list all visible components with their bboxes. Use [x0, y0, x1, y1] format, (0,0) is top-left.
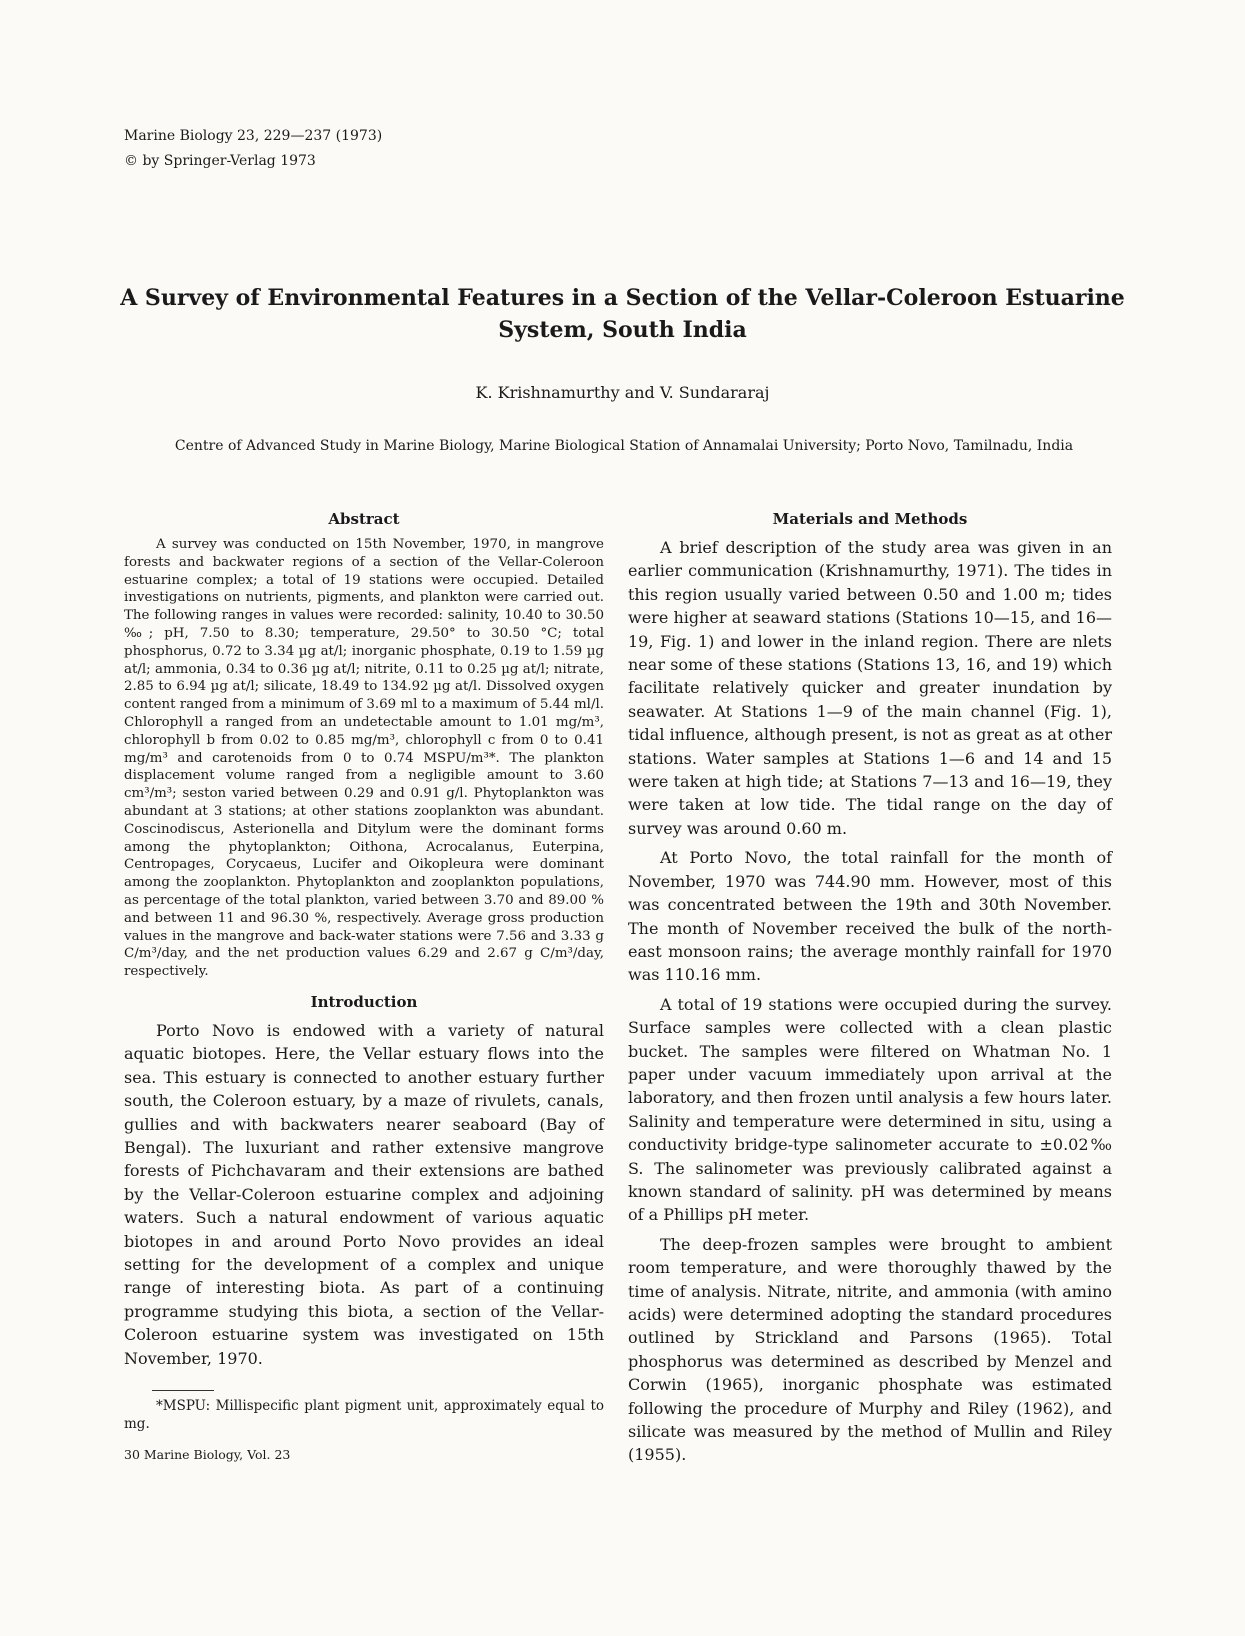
journal-header	[124, 124, 382, 174]
author-list: K. Krishnamurthy and V. Sundararaj	[475, 383, 770, 402]
methods-paragraph: At Porto Novo, the total rainfall for the month of November, 1970 was 744.90 mm. However, most of this was concentrated between the 19th and 30th November. The month of November received the bulk of the north-east monsoon rains; the average monthly rainfall for 1970 was 110.16 mm.	[628, 848, 1112, 985]
footnote-divider	[152, 1390, 214, 1391]
abstract-heading: Abstract	[328, 510, 400, 528]
page-footer: 30 Marine Biology, Vol. 23	[124, 1447, 291, 1463]
introduction-text: Porto Novo is endowed with a variety of natural aquatic biotopes. Here, the Vellar estuary flows into the sea. This estuary is connected to another estuary further south, the Coleroon estuary, by a maze of rivulets, canals, gullies and with backwaters nearer seaboard (Bay of Bengal). The luxuriant and rather extensive mangrove forests of Pichchavaram and their extensions are bathed by the Vellar-Coleroon estuarine complex and adjoining waters. Such a natural endowment of various aquatic biotopes in and around Porto Novo provides an ideal setting for the development of a complex and unique range of interesting biota. As part of a continuing programme studying this biota, a section of the Vellar-Coleroon estuarine system was investigated on 15th November, 1970.	[124, 1020, 604, 1368]
paper-title: A Survey of Environmental Features in a Section of the Vellar-Coleroon Estuarine System, South India	[120, 285, 1125, 343]
left-column	[124, 510, 604, 1462]
methods-heading: Materials and Methods	[772, 510, 968, 528]
methods-paragraph: A total of 19 stations were occupied during the survey. Surface samples were collected with a clean plastic bucket. The samples were filtered on Whatman No. 1 paper under vacuum immediately upon arrival at the laboratory, and then frozen until analysis a few hours later. Salinity and temperature were determined in situ, using a conductivity bridge-type salinometer accurate to ±0.02‰ S. The salinometer was previously calibrated against a known standard of salinity. pH was determined by means of a Phillips pH meter.	[628, 994, 1112, 1225]
title-block	[100, 282, 1145, 346]
methods-paragraph: A brief description of the study area was given in an earlier communication (Krishnamurthy, 1971). The tides in this region usually varied between 0.50 and 1.00 m; tides were higher at seaward stations (Stations 10—15, and 16—19, Fig. 1) and lower in the inland region. There are nlets near some of these stations (Stations 13, 16, and 19) which facilitate relatively quicker and greater inundation by seawater. At Stations 1—9 of the main channel (Fig. 1), tidal influence, although present, is not as great as at other stations. Water samples at Stations 1—6 and 14 and 15 were taken at high tide; at Stations 7—13 and 16—19, they were taken at low tide. The tidal range on the day of survey was around 0.60 m.	[628, 538, 1112, 838]
copyright-notice: © by Springer-Verlag 1973	[124, 153, 316, 169]
affiliation: Centre of Advanced Study in Marine Biology, Marine Biological Station of Annamalai University; Porto Novo, Tamilnadu, India	[174, 438, 1074, 454]
journal-citation: Marine Biology 23, 229—237 (1973)	[124, 128, 383, 144]
footnote: *MSPU: Millispecific plant pigment unit, approximately equal to mg.	[124, 1398, 604, 1433]
right-column	[628, 510, 1112, 1473]
introduction-heading: Introduction	[310, 992, 418, 1011]
abstract-text: A survey was conducted on 15th November, 1970, in mangrove forests and backwater regions of a section of the Vellar-Coleroon estuarine complex; a total of 19 stations were occupied. Detailed investigations on nutrients, pigments, and plankton were carried out. The following ranges in values were recorded: salinity, 10.40 to 30.50 ‰; pH, 7.50 to 8.30; temperature, 29.50° to 30.50 °C; total phosphorus, 0.72 to 3.34 µg at/l; inorganic phosphate, 0.19 to 1.59 µg at/l; ammonia, 0.34 to 0.36 µg at/l; nitrite, 0.11 to 0.25 µg at/l; nitrate, 2.85 to 6.94 µg at/l; silicate, 18.49 to 134.92 µg at/l. Dissolved oxygen content ranged from a minimum of 3.69 ml to a maximum of 5.44 ml/l. Chlorophyll a ranged from an undetectable amount to 1.01 mg/m³, chlorophyll b from 0.02 to 0.85 mg/m³, chlorophyll c from 0 to 0.41 mg/m³ and carotenoids from 0 to 0.74 MSPU/m³*. The plankton displacement volume ranged from a negligible amount to 3.60 cm³/m³; seston varied between 0.29 and 0.91 g/l. Phytoplankton was abundant at 3 stations; at other stations zooplankton was abundant. Coscinodiscus, Asterionella and Ditylum were the dominant forms among the phytoplankton; Oithona, Acrocalanus, Euterpina, Centropages, Corycaeus, Lucifer and Oikopleura were dominant among the zooplankton. Phytoplankton and zooplankton populations, as percentage of the total plankton, varied between 3.70 and 89.00 % and between 11 and 96.30 %, respectively. Average gross production values in the mangrove and back-water stations were 7.56 and 3.33 g C/m³/day, and the net production values 6.29 and 2.67 g C/m³/day, respectively.	[124, 537, 604, 980]
methods-paragraph: The deep-frozen samples were brought to ambient room temperature, and were thoroughly thawed by the time of analysis. Nitrate, nitrite, and ammonia (with amino acids) were determined adopting the standard procedures outlined by Strickland and Parsons (1965). Total phosphorus was determined as described by Menzel and Corwin (1965), inorganic phosphate was estimated following the procedure of Murphy and Riley (1962), and silicate was measured by the method of Mullin and Riley (1955).	[628, 1234, 1112, 1465]
